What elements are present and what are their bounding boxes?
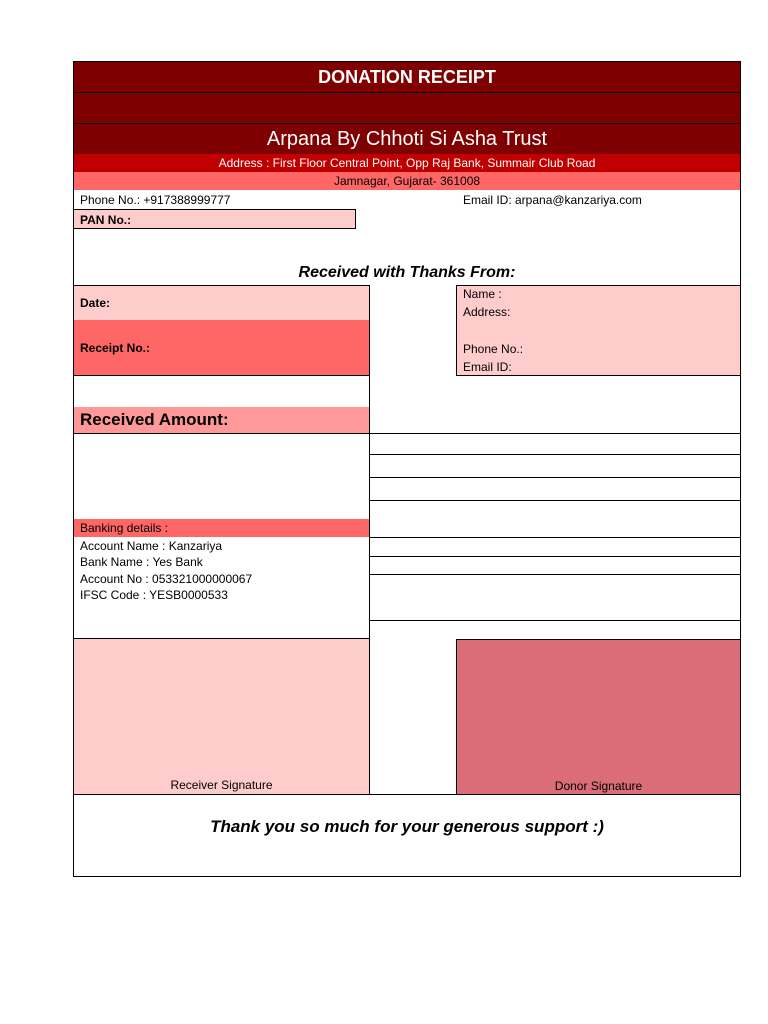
email-text: Email ID: arpana@kanzariya.com [463, 193, 642, 207]
banking-heading-band [74, 519, 369, 537]
ruled-line [369, 433, 740, 434]
title-band [74, 62, 740, 93]
receiver-signature-label: Receiver Signature [170, 778, 273, 792]
ruled-line [369, 620, 740, 621]
ruled-line [369, 556, 740, 557]
received-amount-label: Received Amount: [80, 410, 229, 429]
donor-name-label: Name : [463, 287, 502, 301]
banking-heading: Banking details : [80, 521, 169, 535]
pan-field[interactable] [73, 209, 356, 229]
donor-email-label: Email ID: [463, 360, 512, 374]
ruled-line [369, 574, 740, 575]
address-line-2: Jamnagar, Gujarat- 361008 [333, 174, 481, 188]
city-band [74, 172, 740, 190]
donor-address-label: Address: [463, 305, 511, 319]
ifsc-text: IFSC Code : YESB0000533 [80, 588, 228, 602]
pan-label: PAN No.: [80, 213, 132, 227]
receiver-signature-box[interactable] [74, 639, 369, 794]
date-label: Date: [80, 296, 111, 310]
ruled-line [369, 477, 740, 478]
address-line-1: Address : First Floor Central Point, Opp Raj Bank, Summair Club Road [218, 156, 596, 170]
received-amount-field[interactable] [74, 433, 369, 518]
account-no-text: Account No : 053321000000067 [80, 572, 253, 586]
received-amount-band [74, 407, 369, 433]
donor-details-box[interactable] [456, 285, 740, 376]
ruled-line [369, 454, 740, 455]
org-name: Arpana By Chhoti Si Asha Trust [266, 128, 548, 150]
left-column-divider [369, 285, 370, 794]
received-from-heading: Received with Thanks From: [298, 264, 516, 281]
receipt-no-field[interactable] [74, 320, 369, 376]
donor-signature-box[interactable] [456, 639, 740, 794]
org-band [74, 124, 740, 154]
donor-phone-label: Phone No.: [463, 342, 524, 356]
ruled-line [369, 537, 740, 538]
thank-you-message: Thank you so much for your generous support :) [210, 817, 604, 836]
signature-bottom-line [74, 794, 740, 795]
date-field[interactable] [74, 285, 369, 320]
phone-text: Phone No.: +917388999777 [80, 193, 231, 207]
ruled-line [369, 500, 740, 501]
page-title: DONATION RECEIPT [318, 67, 496, 87]
address-band [74, 154, 740, 172]
donor-signature-label: Donor Signature [554, 779, 643, 793]
title-spacer-band [74, 93, 740, 124]
bank-name-text: Bank Name : Yes Bank [80, 555, 203, 569]
receipt-no-label: Receipt No.: [80, 341, 151, 355]
account-name-text: Account Name : Kanzariya [80, 539, 223, 553]
